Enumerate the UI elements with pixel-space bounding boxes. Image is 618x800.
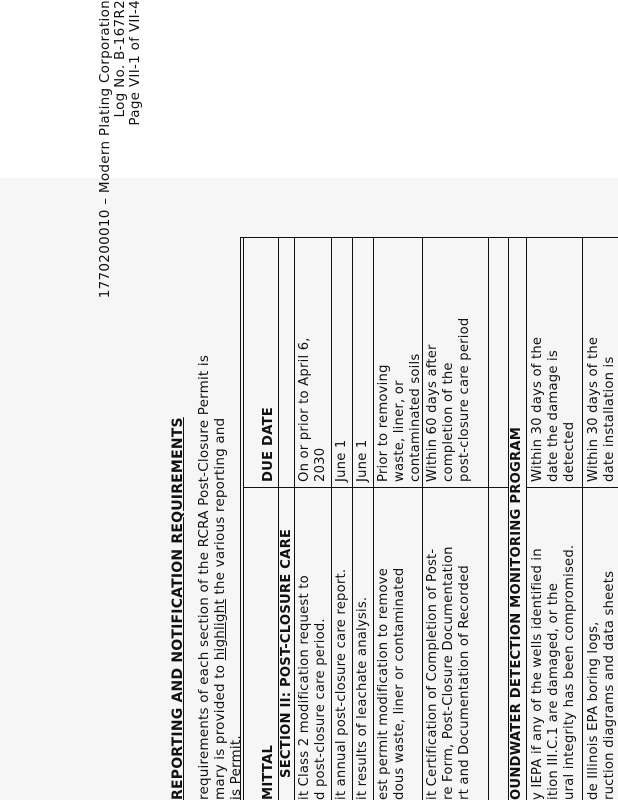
intro-line-1: requirements of each section of the RCRA Post-Closure Permit is	[196, 354, 212, 800]
section-iv-heading: OUNDWATER DETECTION MONITORING PROGRAM	[509, 426, 524, 800]
table-row-divider	[352, 238, 353, 800]
section-ii-heading: SECTION II: POST-CLOSURE CARE	[279, 528, 294, 778]
table-section4-divider	[526, 238, 527, 800]
table-row-divider	[582, 238, 583, 800]
table-row-divider	[331, 238, 332, 800]
intro-line-2: mary is provided to highlight the various reporting and	[212, 417, 228, 800]
row-3-submittal: it results of leachate analysis.	[355, 596, 370, 800]
table-column-divider	[243, 487, 508, 488]
row-7-submittal: de Illinois EPA boring logs, ruction diagrams and data sheets	[586, 570, 617, 800]
due-date-column-header: DUE DATE	[261, 407, 276, 482]
table-column-divider	[526, 487, 618, 488]
header-facility: 1770200010 – Modern Plating Corporation	[97, 0, 113, 299]
table-row-divider	[488, 238, 489, 800]
row-5-submittal: it Certification of Completion of Post- re Form, Post-Closure Documentation rt and Documentation of Recorded	[425, 546, 472, 800]
row-2-submittal: it annual post-closure care report.	[334, 568, 349, 800]
table-row-divider	[422, 238, 423, 800]
row-4-submittal: est permit modification to remove dous waste, liner or contaminated	[376, 567, 407, 800]
row-1-submittal: it Class 2 modification request to d post-closure care period.	[297, 575, 328, 800]
row-6-due-date: Within 30 days of the date the damage is detected	[530, 336, 577, 482]
table-top-border-inner	[243, 238, 244, 800]
intro-line-3: is Permit.	[228, 735, 244, 800]
row-5-due-date: Within 60 days after completion of the post-closure care period	[425, 317, 472, 482]
submittal-column-header: MITTAL	[261, 744, 276, 800]
row-1-due-date: On or prior to April 6, 2030	[297, 337, 328, 482]
row-4-due-date: Prior to removing waste, liner, or contaminated soils	[376, 353, 423, 482]
row-6-submittal: y IEPA if any of the wells identified in ition III.C.1 are damaged, or the ural integrity has been compromised.	[530, 544, 577, 800]
header-log-number: Log No. B-167R2	[112, 0, 128, 118]
table-top-border	[240, 238, 241, 800]
highlight-link[interactable]: highlight	[212, 599, 228, 661]
section-title: REPORTING AND NOTIFICATION REQUIREMENTS	[170, 417, 186, 800]
row-3-due-date: June 1	[355, 439, 370, 482]
requirements-table	[258, 238, 618, 800]
header-page-number: Page VII-1 of VII-4	[127, 0, 143, 126]
table-row-divider	[373, 238, 374, 800]
row-7-due-date: Within 30 days of the date installation is	[586, 336, 617, 482]
table-right-border	[240, 237, 618, 238]
row-2-due-date: June 1	[334, 439, 349, 482]
